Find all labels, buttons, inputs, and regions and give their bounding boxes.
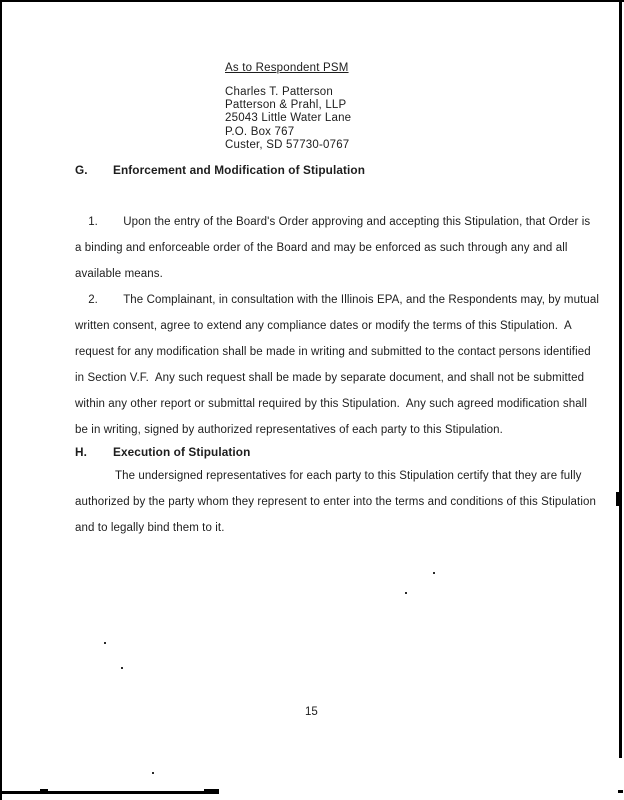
paragraph-2-text: The Complainant, in consultation with the Illinois EPA, and the Respondents may, by mutual written consent, agree to extend any compliance dates or modify the terms of this Stipulation. A request for any modification shall be made in writing and submitted to the contact persons identified in Section V.F. Any such request shall be made by separate document, and shall not be submitted within any other report or submittal required by this Stipulation. Any such agreed modification shall be in writing, signed by authorized representatives of each party to this Stipulation. bbox=[75, 294, 603, 436]
scan-edge-right-notch bbox=[616, 492, 619, 506]
scan-speck bbox=[152, 772, 154, 774]
scan-edge-left bbox=[0, 0, 2, 800]
section-g-paragraph-2 bbox=[75, 261, 603, 469]
section-g-title: Enforcement and Modification of Stipulation bbox=[113, 163, 366, 177]
address-line-city: Custer, SD 57730-0767 bbox=[225, 138, 350, 151]
page-number: 15 bbox=[305, 706, 318, 718]
scan-speck bbox=[433, 572, 435, 574]
paragraph-1-text: Upon the entry of the Board's Order approving and accepting this Stipulation, that Order is a binding and enforceable order of the Board and may be enforced as such through any and all available means. bbox=[75, 216, 594, 280]
scan-edge-top bbox=[0, 0, 624, 2]
scan-corner-bottom-right bbox=[618, 790, 623, 793]
scan-speck bbox=[121, 667, 123, 669]
scan-speck bbox=[104, 642, 106, 644]
scan-edge-bottom-blob bbox=[204, 789, 219, 791]
scan-speck bbox=[405, 592, 407, 594]
address-line-name: Charles T. Patterson bbox=[225, 86, 333, 98]
address-line-firm: Patterson & Prahl, LLP bbox=[225, 99, 347, 112]
paragraph-2-number: 2. bbox=[88, 294, 98, 306]
scan-edge-right bbox=[619, 0, 622, 758]
paragraph-1-number: 1. bbox=[88, 216, 98, 228]
scan-edge-bottom bbox=[0, 791, 219, 794]
address-line-pobox: P.O. Box 767 bbox=[225, 125, 295, 138]
address-line-street: 25043 Little Water Lane bbox=[225, 112, 352, 125]
section-g-label: G. bbox=[75, 163, 88, 177]
section-h-title: Execution of Stipulation bbox=[113, 445, 251, 459]
section-h-heading bbox=[75, 445, 600, 459]
section-h-label: H. bbox=[75, 445, 87, 459]
section-h-paragraph: The undersigned representatives for each party to this Stipulation certify that they are fully authorized by the party whom they represent to enter into the terms and conditions of this Stipulation and to legally bind them to it. bbox=[75, 470, 600, 534]
scan-edge-bottom-tick bbox=[40, 789, 48, 791]
respondent-address-block bbox=[225, 86, 351, 152]
respondent-service-title: As to Respondent PSM bbox=[225, 62, 349, 74]
section-g-heading bbox=[75, 163, 600, 177]
